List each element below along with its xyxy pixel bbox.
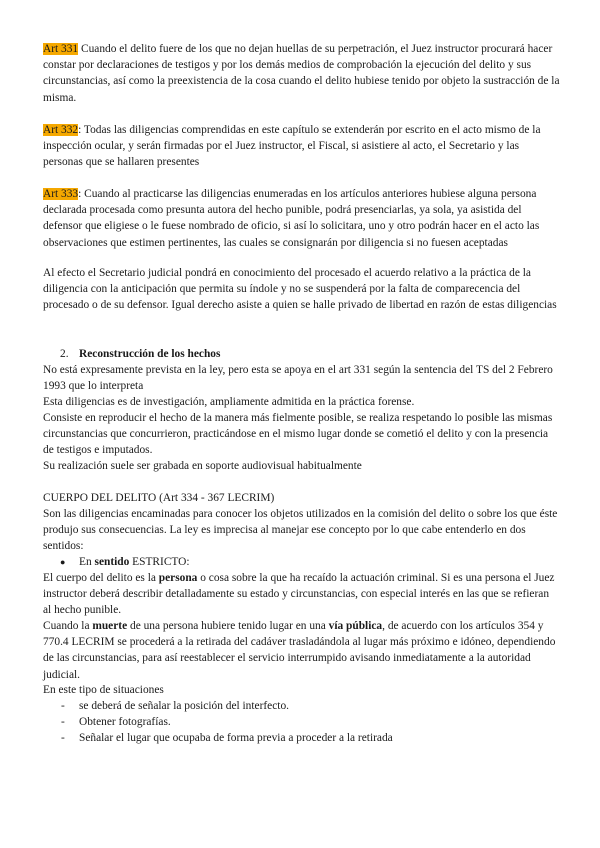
dash-marker: - [61,700,65,712]
bullet-sentido-estricto: En sentido ESTRICTO: [79,556,190,568]
cuerpo-paragraph-situaciones: En este tipo de situaciones [43,684,164,696]
cuerpo-delito-title: CUERPO DEL DELITO (Art 334 - 367 LECRIM) [43,492,275,504]
dash-marker: - [61,732,65,744]
section-2-paragraph-4: Su realización suele ser grabada en soporte audiovisual habitualmente [43,460,362,472]
section-2-number: 2. [60,348,69,360]
dash-marker: - [61,716,65,728]
section-2-paragraph-2: Esta diligencias es de investigación, ampliamente admitida en la práctica forense. [43,396,415,408]
article-331-label: Art 331 [43,43,79,55]
section-2-paragraph-3: Consiste en reproducir el hecho de la manera más fielmente posible, se realiza respetando lo posible las mismas circunstancias que concurrieron, practicándose en el mismo lugar donde se cometió el delito y con la presencia de testigos e imputados. [43,412,553,457]
article-333-label: Art 333 [43,188,79,200]
article-332-label: Art 332 [43,124,79,136]
dash-item: Obtener fotografías. [79,716,171,728]
section-2-heading: Reconstrucción de los hechos [79,348,221,360]
article-332-paragraph [43,122,560,171]
article-332-text: : Todas las diligencias comprendidas en este capítulo se extenderán por escrito en el acto mismo de la inspección ocular, y serán firmadas por el Juez instructor, el Fiscal, si asistiere al acto, el Secretario y las personas que se hallaren presentes [43,124,541,169]
cuerpo-paragraph-persona: El cuerpo del delito es la persona o cosa sobre la que ha recaído la actuación criminal. Si es una persona el Juez instructor deberá describir detalladamente su estado y circunstancias, con especial interés en las que se refieran al hecho punible. [43,572,555,617]
article-333-followup: Al efecto el Secretario judicial pondrá en conocimiento del procesado el acuerdo relativo a la práctica de la diligencia con la anticipación que permita su índole y no se suspenderá por la falta de comparecencia del procesado o de su defensor. Igual derecho asiste a quien se halle privado de libertad en razón de estas diligencias [43,267,557,312]
article-333-text: : Cuando al practicarse las diligencias enumeradas en los artículos anteriores hubiese alguna persona declarada procesada como presunta autora del hecho punible, podrá presenciarlas, ya sola, ya asistida del defensor que eligiese o le fuese nombrado de oficio, si así lo solicitara, uno y otro podrán hacer en el acto las observaciones que estimen pertinentes, las cuales se consignarán por diligencia si no fuesen aceptadas [43,188,540,249]
bullet-icon: ● [60,557,66,567]
article-331-paragraph [43,41,560,106]
cuerpo-delito-intro: Son las diligencias encaminadas para conocer los objetos utilizados en la comisión del delito o sobre los que éste produjo sus consecuencias. La ley es imprecisa al manejar ese concepto por lo que cabe entenderlo en dos sentidos: [43,508,558,553]
section-2-paragraph-1: No está expresamente prevista en la ley, pero esta se apoya en el art 331 según la sentencia del TS del 2 Febrero 1993 que lo interpreta [43,364,553,393]
dash-item: Señalar el lugar que ocupaba de forma previa a proceder a la retirada [79,732,393,744]
article-331-text: Cuando el delito fuere de los que no dejan huellas de su perpetración, el Juez instructor procurará hacer constar por declaraciones de testigos y por los demás medios de comprobación la ejecución del delito y sus circunstancias, así como la preexistencia de la cosa cuando el delito hubiese tenido por objeto la sustracción de la misma. [43,43,560,104]
cuerpo-paragraph-muerte: Cuando la muerte de una persona hubiere tenido lugar en una vía pública, de acuerdo con los artículos 354 y 770.4 LECRIM se procederá a la retirada del cadáver trasladándola al lugar más próximo e idóneo, dependiendo de las circunstancias, para así reestablecer el servicio interrumpido avisando inmediatamente a la autoridad judicial. [43,620,556,681]
dash-item: se deberá de señalar la posición del interfecto. [79,700,289,712]
article-333-paragraph [43,186,560,251]
